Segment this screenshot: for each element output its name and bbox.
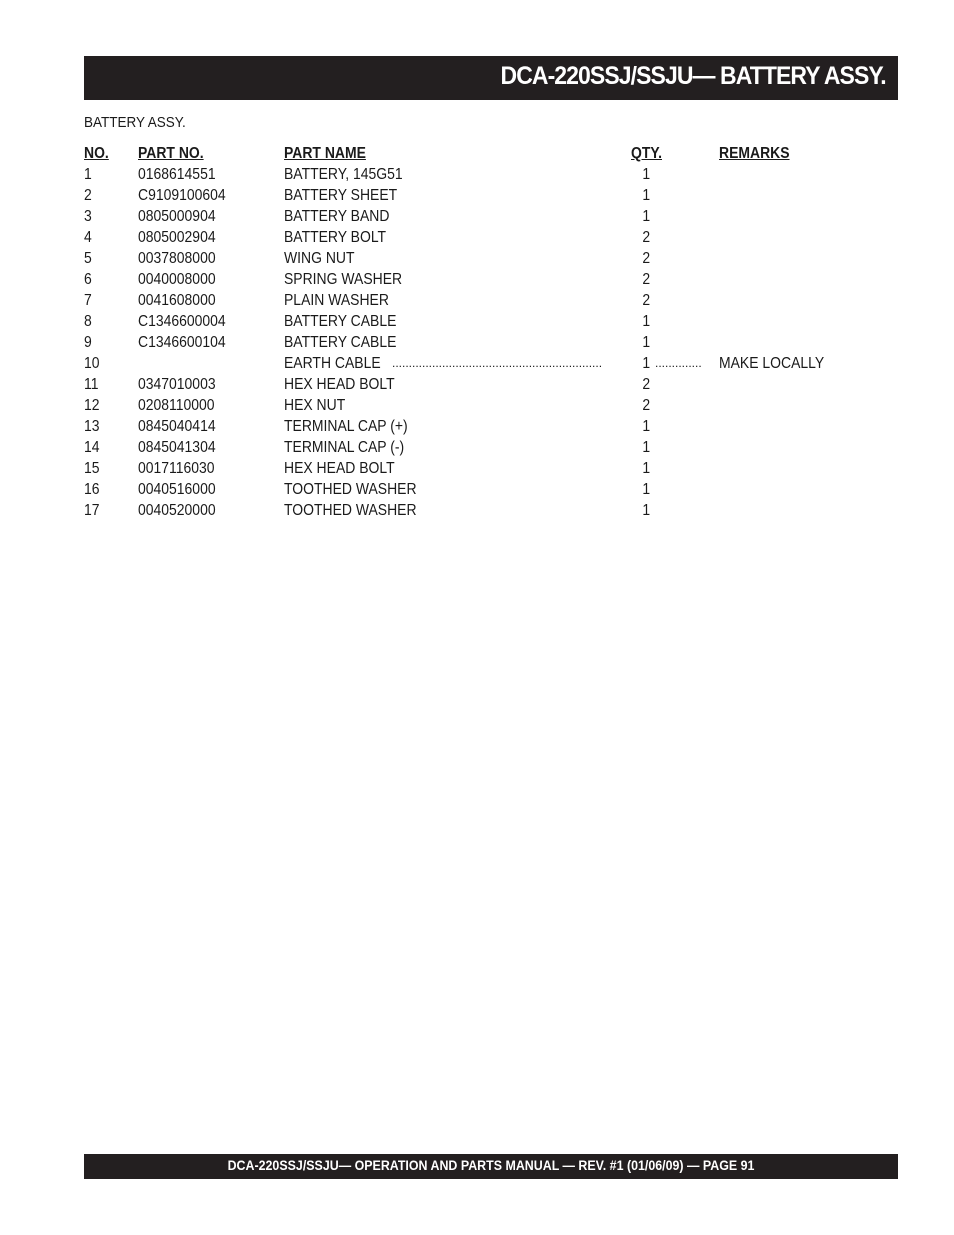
table-row [84, 395, 898, 416]
page-header [84, 56, 898, 100]
row-no: 13 [84, 418, 100, 435]
table-row [84, 437, 898, 458]
row-part-name: HEX HEAD BOLT [284, 376, 395, 393]
row-qty: 1 [642, 418, 651, 435]
column-header-part-no: PART NO. [138, 145, 204, 162]
table-row [84, 227, 898, 248]
row-part-no: 0040516000 [138, 481, 216, 498]
row-no: 16 [84, 481, 100, 498]
row-part-name: BATTERY CABLE [284, 334, 397, 351]
row-no: 9 [84, 334, 92, 351]
row-qty: 1 [642, 439, 651, 456]
row-qty: 2 [642, 229, 651, 246]
row-part-no: 0041608000 [138, 292, 216, 309]
row-part-name: TOOTHED WASHER [284, 502, 417, 519]
row-part-name: TOOTHED WASHER [284, 481, 417, 498]
row-part-name: BATTERY, 145G51 [284, 166, 403, 183]
parts-table [84, 143, 898, 521]
row-qty: 1 [642, 460, 651, 477]
table-body [84, 164, 898, 521]
row-part-no: 0805002904 [138, 229, 216, 246]
footer-text: DCA-220SSJ/SSJU— OPERATION AND PARTS MANUAL — REV. #1 (01/06/09) — PAGE 91 [227, 1158, 755, 1173]
row-part-name: BATTERY SHEET [284, 187, 398, 204]
row-no: 6 [84, 271, 92, 288]
row-part-name: BATTERY BOLT [284, 229, 387, 246]
row-qty: 1 [642, 355, 651, 372]
table-header-row [84, 143, 898, 164]
row-part-no: 0040520000 [138, 502, 216, 519]
row-qty: 2 [642, 376, 651, 393]
row-part-no: 0208110000 [138, 397, 215, 414]
row-qty: 2 [642, 292, 651, 309]
table-row [84, 164, 898, 185]
row-qty: 1 [642, 502, 651, 519]
row-part-name: SPRING WASHER [284, 271, 403, 288]
row-remarks: MAKE LOCALLY [719, 355, 825, 372]
table-row [84, 353, 898, 374]
row-part-name: BATTERY BAND [284, 208, 390, 225]
row-part-no: 0017116030 [138, 460, 215, 477]
row-no: 5 [84, 250, 92, 267]
row-qty: 1 [642, 313, 651, 330]
table-row [84, 290, 898, 311]
row-part-name: TERMINAL CAP (-) [284, 439, 405, 456]
row-part-name: BATTERY CABLE [284, 313, 397, 330]
row-qty: 1 [642, 208, 651, 225]
table-row [84, 206, 898, 227]
row-no: 11 [84, 376, 99, 393]
row-part-no: 0040008000 [138, 271, 216, 288]
column-header-part-name: PART NAME [284, 145, 366, 162]
column-header-remarks: REMARKS [719, 145, 790, 162]
row-no: 10 [84, 355, 100, 372]
page-title: DCA-220SSJ/SSJU— BATTERY ASSY. [500, 62, 886, 90]
table-row [84, 332, 898, 353]
leader-dots: .............. [655, 356, 702, 370]
row-part-name: TERMINAL CAP (+) [284, 418, 408, 435]
row-qty: 2 [642, 397, 651, 414]
row-qty: 1 [642, 334, 651, 351]
row-no: 12 [84, 397, 100, 414]
row-qty: 1 [642, 481, 651, 498]
row-no: 2 [84, 187, 92, 204]
row-part-no: C1346600104 [138, 334, 226, 351]
row-part-name: HEX NUT [284, 397, 346, 414]
row-qty: 2 [642, 250, 651, 267]
table-row [84, 416, 898, 437]
row-part-no: 0347010003 [138, 376, 216, 393]
table-row [84, 269, 898, 290]
row-no: 8 [84, 313, 92, 330]
row-part-no: 0168614551 [138, 166, 216, 183]
row-no: 7 [84, 292, 92, 309]
leader-dots: ............................................................... [392, 356, 603, 370]
page-footer [84, 1154, 898, 1179]
table-row [84, 311, 898, 332]
row-part-no: 0037808000 [138, 250, 216, 267]
row-qty: 2 [642, 271, 651, 288]
row-no: 1 [84, 166, 92, 183]
table-row [84, 500, 898, 521]
row-part-no: C9109100604 [138, 187, 226, 204]
table-row [84, 479, 898, 500]
row-no: 15 [84, 460, 100, 477]
row-part-name: PLAIN WASHER [284, 292, 389, 309]
row-no: 14 [84, 439, 100, 456]
table-row [84, 374, 898, 395]
row-qty: 1 [642, 166, 651, 183]
row-no: 17 [84, 502, 100, 519]
row-part-no: 0845041304 [138, 439, 216, 456]
row-no: 4 [84, 229, 92, 246]
column-header-no: NO. [84, 145, 109, 162]
table-row [84, 248, 898, 269]
row-part-no: 0845040414 [138, 418, 216, 435]
row-qty: 1 [642, 187, 651, 204]
row-part-name: WING NUT [284, 250, 355, 267]
section-title: BATTERY ASSY. [84, 114, 186, 131]
row-part-no: 0805000904 [138, 208, 216, 225]
table-row [84, 458, 898, 479]
table-row [84, 185, 898, 206]
row-part-name: HEX HEAD BOLT [284, 460, 395, 477]
row-part-no: C1346600004 [138, 313, 226, 330]
row-part-name: EARTH CABLE [284, 355, 381, 372]
column-header-qty: QTY. [631, 145, 663, 162]
row-no: 3 [84, 208, 92, 225]
